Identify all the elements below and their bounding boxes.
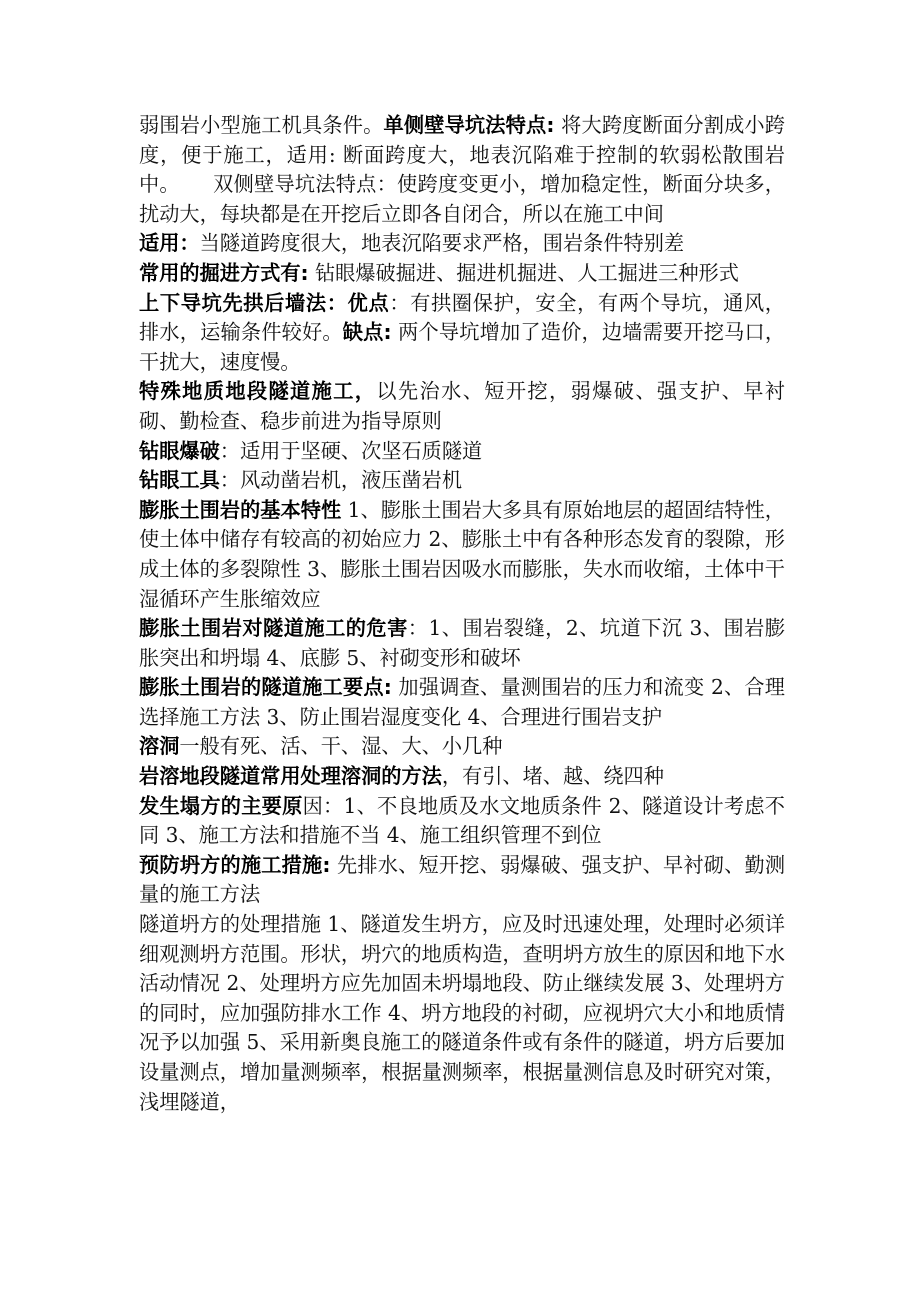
bold-heading-run: 预防坍方的施工措施: [139,852,331,877]
paragraph [139,851,785,910]
paragraph [139,466,785,496]
text-run: 1、膨胀土围岩大多具有原始地层的超固结特性，使土体中储存有较高的初始应力 2、膨胀土中有各种形态发育的裂隙，形成土体的多裂隙性 3、膨胀土围岩因吸水而膨胀，失水而收缩，土体中干湿循环产生胀缩效应 [139,497,785,611]
text-run: 弱围岩小型施工机具条件。 [139,113,384,137]
text-run: 以先治水、短开挖，弱爆破、强支护、早衬砌、勤检查、稳步前进为指导原则 [139,379,785,433]
bold-heading-run: 钻眼爆破 [139,438,220,463]
text-run: 当隧道跨度很大，地表沉陷要求严格，围岩条件特别差 [199,231,685,256]
paragraph [139,762,785,792]
paragraph [139,377,785,436]
paragraph [139,437,785,467]
bold-heading-run: 岩溶地段隧道常用处理溶洞的方法 [139,764,442,789]
text-run: ，有引、堵、越、绕四种 [441,764,664,789]
bold-heading-run: 特殊地质地段隧道施工， [139,379,377,404]
text-run: 两个导坑增加了造价，边墙需要开挖马口，干扰大，速度慢。 [139,320,786,374]
text-run: ：风动凿岩机，液压凿岩机 [219,468,463,493]
document-body [139,111,785,1117]
paragraph [139,910,785,1117]
bold-heading-run: 单侧壁导坑法特点: [383,113,555,137]
paragraph [139,229,785,259]
paragraph [139,259,785,289]
text-run: 一般有死、活、干、湿、大、小几种 [179,734,503,759]
paragraph [139,289,785,378]
paragraph [139,673,785,732]
paragraph [139,792,785,851]
text-run: ：适用于坚硬、次坚石质隧道 [219,438,483,463]
text-run: 钻眼爆破掘进、掘进机掘进、人工掘进三种形式 [308,260,739,285]
paragraph [139,732,785,762]
text-run: ：有拱圈保护，安全，有两个导坑，通风，排水，运输条件较好。 [139,290,785,345]
bold-heading-run: 钻眼工具 [139,468,220,493]
bold-heading-run: 适用： [139,231,200,256]
text-run: ：1、围岩裂缝，2、坑道下沉 3、围岩膨胀突出和坍塌 4、底膨 5、衬砌变形和破坏 [139,616,785,670]
bold-heading-run: 溶洞 [139,734,180,759]
text-run: 加强调查、量测围岩的压力和流变 2、合理选择施工方法 3、防止围岩湿度变化 4、合理进行围岩支护 [139,675,785,729]
bold-heading-run: 膨胀土围岩的基本特性 [139,497,342,522]
paragraph [139,614,785,673]
paragraph [139,496,785,614]
bold-heading-run: 常用的掘进方式有: [139,260,309,285]
text-run: 将大跨度断面分割成小跨度，便于施工，适用: 断面跨度大，地表沉陷难于控制的软弱松散围岩中。 双侧壁导坑法特点：使跨度变更小，增加稳定性，断面分块多，扰动大，每块都是在开挖后立即各自闭合，所以在施工中间 [139,113,785,226]
bold-heading-run: 膨胀土围岩的隧道施工要点: [139,675,392,700]
bold-heading-run: 膨胀土围岩对隧道施工的危害 [139,616,408,641]
text-run: 因：1、不良地质及水文地质条件 2、隧道设计考虑不同 3、施工方法和措施不当 4、施工组织管理不到位 [139,793,785,848]
text-run: 先排水、短开挖、弱爆破、强支护、早衬砌、勤测量的施工方法 [139,852,786,907]
bold-heading-run: 上下导坑先拱后墙法：优点 [139,290,390,315]
bold-heading-run: 缺点: [342,320,392,345]
bold-heading-run: 发生塌方的主要原 [139,793,303,818]
text-run: 隧道坍方的处理措施 1、隧道发生坍方，应及时迅速处理，处理时必须详细观测坍方范围。形状，坍穴的地质构造，查明坍方放生的原因和地下水活动情况 2、处理坍方应先加固未坍塌地段、防止继续发展 3、处理坍方的同时，应加强防排水工作 4、坍方地段的衬砌，应视坍穴大小和地质情况予以加强 5、采用新奥良施工的隧道条件或有条件的隧道，坍方后要加设量测点，增加量测频率，根据量测频率，根据量测信息及时研究对策，浅埋隧道， [139,912,786,1114]
paragraph [139,111,785,229]
